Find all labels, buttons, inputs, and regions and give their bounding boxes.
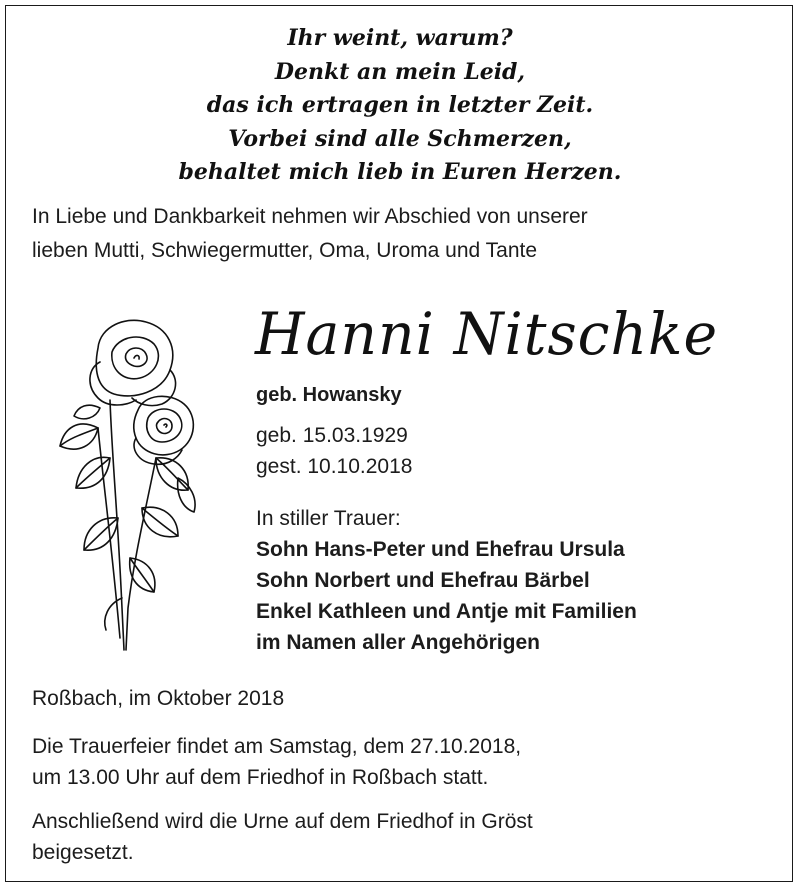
death-date: gest. 10.10.2018 xyxy=(256,455,413,478)
service-line: Die Trauerfeier findet am Samstag, dem 27.10.2018, xyxy=(32,735,522,758)
intro-line: lieben Mutti, Schwiegermutter, Oma, Uroma und Tante xyxy=(32,238,538,262)
rose-icon xyxy=(38,308,206,658)
poem xyxy=(0,22,800,190)
mourner-line: Sohn Hans-Peter und Ehefrau Ursula xyxy=(256,538,625,561)
urn-burial-info xyxy=(32,806,533,868)
life-dates xyxy=(256,420,412,482)
intro-line: In Liebe und Dankbarkeit nehmen wir Abschied von unserer xyxy=(32,205,588,228)
intro-text xyxy=(32,200,772,267)
urn-line: Anschließend wird die Urne auf dem Friedhof in Gröst xyxy=(32,810,533,833)
poem-line: Vorbei sind alle Schmerzen, xyxy=(228,125,572,152)
mourners xyxy=(256,503,637,658)
poem-line: Ihr weint, warum? xyxy=(287,25,513,51)
place-date: Roßbach, im Oktober 2018 xyxy=(32,687,285,710)
poem-line: das ich ertragen in letzter Zeit. xyxy=(206,92,594,118)
mourner-line: Sohn Norbert und Ehefrau Bärbel xyxy=(256,569,590,592)
urn-line: beigesetzt. xyxy=(32,841,134,864)
funeral-service-info xyxy=(32,731,521,793)
service-line: um 13.00 Uhr auf dem Friedhof in Roßbach statt. xyxy=(32,766,489,789)
mourner-line: im Namen aller Angehörigen xyxy=(256,631,540,654)
poem-line: Denkt an mein Leid, xyxy=(274,58,526,85)
poem-line: behaltet mich lieb in Euren Herzen. xyxy=(178,159,622,185)
mourners-heading: In stiller Trauer: xyxy=(256,507,401,530)
mourner-line: Enkel Kathleen und Antje mit Familien xyxy=(256,600,637,623)
deceased-name: Hanni Nitschke xyxy=(255,300,719,368)
maiden-name: geb. Howansky xyxy=(256,384,402,406)
birth-date: geb. 15.03.1929 xyxy=(256,424,408,447)
